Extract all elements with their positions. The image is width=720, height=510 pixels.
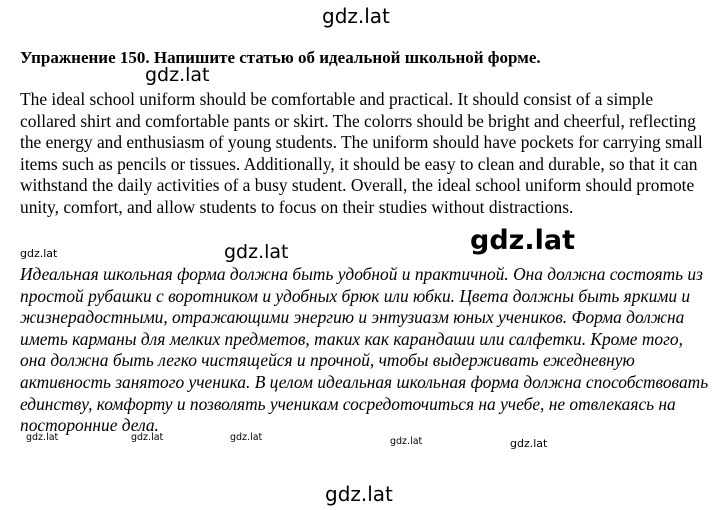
watermark-middle: gdz.lat [224, 241, 289, 263]
watermark-small-left: gdz.lat [20, 247, 58, 260]
exercise-heading: Упражнение 150. Напишите статью об идеальной школьной форме. [20, 48, 541, 67]
watermark-bold: gdz.lat [470, 225, 576, 256]
watermark-bottom: gdz.lat [325, 482, 393, 506]
watermark-heading: gdz.lat [145, 64, 210, 86]
english-text: The ideal school uniform should be comfortable and practical. It should consist of a simple collared shirt and comfortable pants or skirt. The colorrs should be bright and cheerful, reflecting the energy and enthusiasm of young students. The uniform should have pockets for carrying small items such as pencils or tissues. Additionally, it should be easy to clean and durable, so that it can withstand the daily activities of a busy student. Overall, the ideal school uniform should promote unity, comfort, and allow students to focus on their studies without distractions. [20, 89, 703, 217]
watermark-tiny-2: gdz.lat [131, 432, 164, 443]
watermark-tiny-1: gdz.lat [26, 432, 59, 443]
watermark-tiny-3: gdz.lat [230, 432, 263, 443]
watermark-small-right: gdz.lat [510, 437, 548, 450]
watermark-top: gdz.lat [322, 4, 390, 28]
watermark-tiny-4: gdz.lat [390, 436, 423, 447]
russian-translation-text: Идеальная школьная форма должна быть удобной и практичной. Она должна состоять из простой рубашки с воротником и удобных брюк или юбки. Цвета должны быть яркими и жизнерадостными, отражающими энергию и энтузиазм юных учеников. Форма должна иметь карманы для мелких предметов, таких как карандаши или салфетки. Кроме того, она должна быть легко чистящейся и прочной, чтобы выдерживать ежедневную активность занятого ученика. В целом идеальная школьная форма должна способствовать единству, комфорту и позволять ученикам сосредоточиться на учебе, не отвлекаясь на посторонние дела. [20, 264, 709, 436]
